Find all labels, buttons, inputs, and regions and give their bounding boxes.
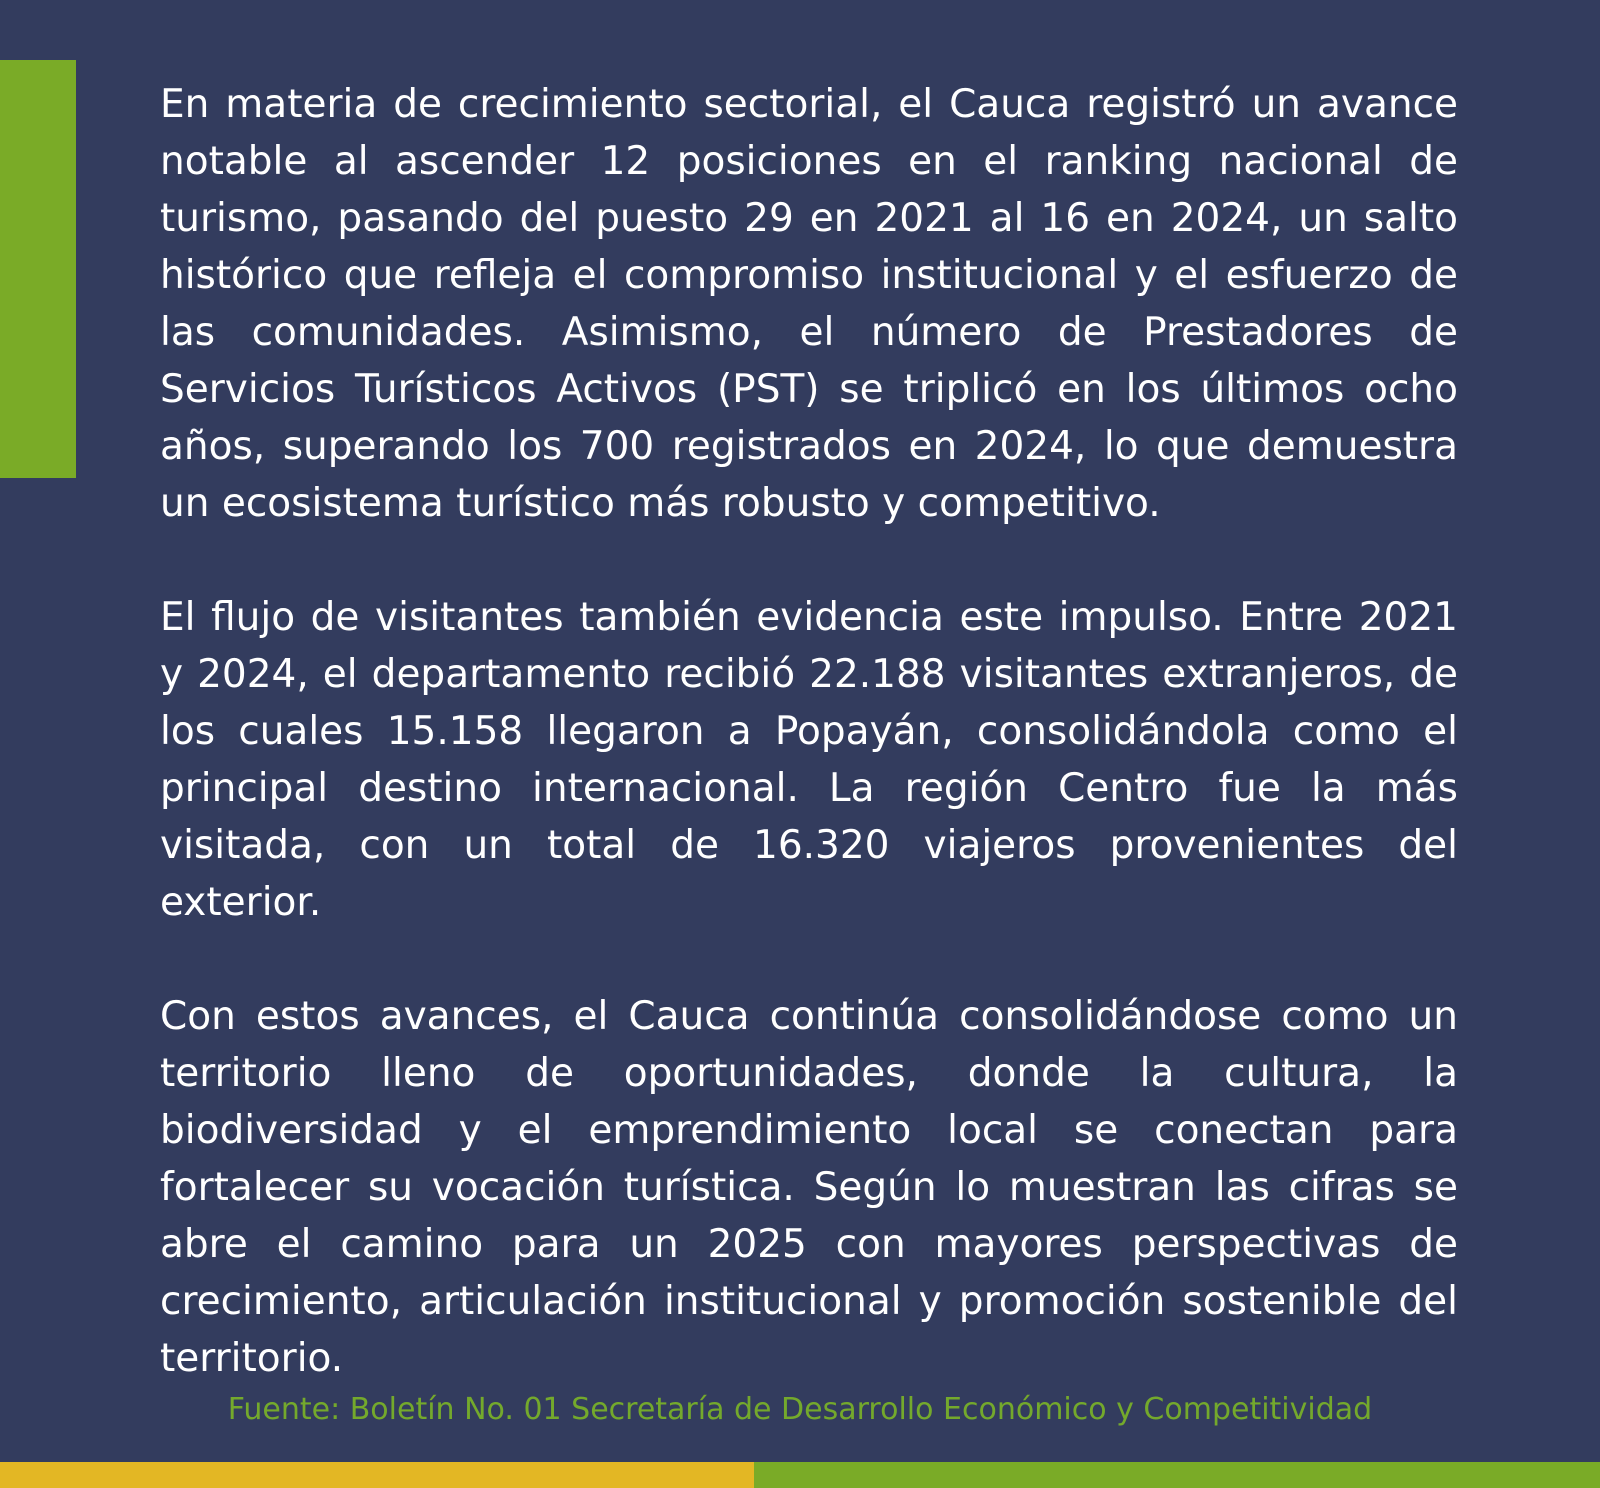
paragraph-visitor-flow: El flujo de visitantes también evidencia este impulso. Entre 2021 y 2024, el departamento recibió 22.188 visitantes extranjeros, de los cuales 15.158 llegaron a Popayán, consolidándola como el principal destino internacional. La región Centro fue la más visitada, con un total de 16.320 viajeros provenientes del exterior. bbox=[160, 595, 1458, 925]
footer-stripe bbox=[0, 1462, 1600, 1488]
paragraph-sectoral-growth: En materia de crecimiento sectorial, el Cauca registró un avance notable al ascender 12 posiciones en el ranking nacional de turismo, pasando del puesto 29 en 2021 al 16 en 2024, un salto histórico que refleja el compromiso institucional y el esfuerzo de las comunidades. Asimismo, el número de Prestadores de Servicios Turísticos Activos (PST) se triplicó en los últimos ocho años, superando los 700 registrados en 2024, lo que demuestra un ecosistema turístico más robusto y competitivo. bbox=[160, 82, 1458, 526]
left-accent-bar bbox=[0, 60, 76, 478]
footer-stripe-green bbox=[754, 1462, 1600, 1488]
article-body bbox=[160, 76, 1458, 1387]
paragraph-outlook: Con estos avances, el Cauca continúa consolidándose como un territorio lleno de oportunidades, donde la cultura, la biodiversidad y el emprendimiento local se conectan para fortalecer su vocación turística. Según lo muestran las cifras se abre el camino para un 2025 con mayores perspectivas de crecimiento, articulación institucional y promoción sostenible del territorio. bbox=[160, 994, 1458, 1381]
source-note: Fuente: Boletín No. 01 Secretaría de Desarrollo Económico y Competitividad bbox=[227, 1392, 1373, 1427]
footer-stripe-yellow bbox=[0, 1462, 754, 1488]
